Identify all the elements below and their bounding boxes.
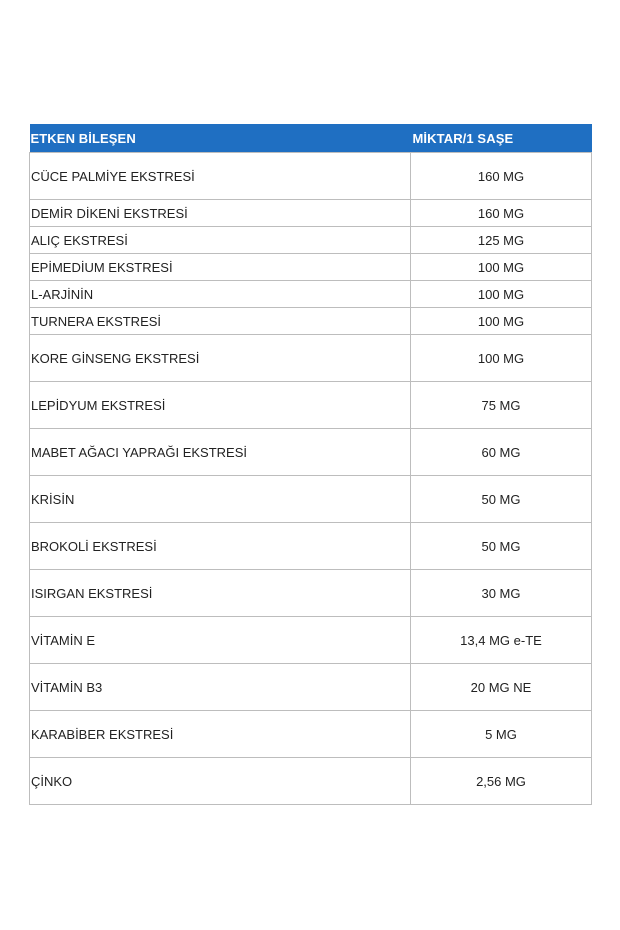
ingredient-amount: 100 MG [411, 254, 592, 281]
ingredient-name: DEMİR DİKENİ EKSTRESİ [30, 200, 411, 227]
ingredient-amount: 20 MG NE [411, 664, 592, 711]
table-header [30, 124, 592, 153]
table-row [30, 308, 592, 335]
ingredient-name: L-ARJİNİN [30, 281, 411, 308]
header-ingredient: ETKEN BİLEŞEN [30, 124, 411, 153]
table-row [30, 570, 592, 617]
ingredient-name: KORE GİNSENG EKSTRESİ [30, 335, 411, 382]
table-row [30, 281, 592, 308]
table-row [30, 153, 592, 200]
table-row [30, 758, 592, 805]
ingredient-name: VİTAMİN E [30, 617, 411, 664]
ingredient-amount: 100 MG [411, 281, 592, 308]
ingredient-amount: 100 MG [411, 335, 592, 382]
header-amount: MİKTAR/1 SAŞE [411, 124, 592, 153]
ingredient-name: MABET AĞACI YAPRAĞI EKSTRESİ [30, 429, 411, 476]
table-row [30, 227, 592, 254]
ingredient-name: LEPİDYUM EKSTRESİ [30, 382, 411, 429]
ingredient-name: KRİSİN [30, 476, 411, 523]
ingredient-amount: 50 MG [411, 523, 592, 570]
ingredient-amount: 160 MG [411, 153, 592, 200]
ingredients-table [29, 124, 592, 805]
table-row [30, 335, 592, 382]
ingredient-name: TURNERA EKSTRESİ [30, 308, 411, 335]
ingredient-amount: 160 MG [411, 200, 592, 227]
ingredients-table-container [29, 124, 591, 805]
ingredient-amount: 60 MG [411, 429, 592, 476]
ingredient-amount: 75 MG [411, 382, 592, 429]
ingredient-name: KARABİBER EKSTRESİ [30, 711, 411, 758]
table-row [30, 711, 592, 758]
ingredient-amount: 5 MG [411, 711, 592, 758]
table-row [30, 523, 592, 570]
ingredient-amount: 50 MG [411, 476, 592, 523]
table-row [30, 429, 592, 476]
table-row [30, 664, 592, 711]
ingredient-amount: 13,4 MG e-TE [411, 617, 592, 664]
ingredient-name: EPİMEDİUM EKSTRESİ [30, 254, 411, 281]
table-body [30, 153, 592, 805]
ingredient-amount: 2,56 MG [411, 758, 592, 805]
ingredient-name: ISIRGAN EKSTRESİ [30, 570, 411, 617]
table-row [30, 254, 592, 281]
ingredient-amount: 100 MG [411, 308, 592, 335]
ingredient-name: ALIÇ EKSTRESİ [30, 227, 411, 254]
ingredient-amount: 125 MG [411, 227, 592, 254]
ingredient-amount: 30 MG [411, 570, 592, 617]
ingredient-name: VİTAMİN B3 [30, 664, 411, 711]
table-row [30, 617, 592, 664]
ingredient-name: BROKOLİ EKSTRESİ [30, 523, 411, 570]
table-row [30, 476, 592, 523]
table-row [30, 200, 592, 227]
ingredient-name: ÇİNKO [30, 758, 411, 805]
table-row [30, 382, 592, 429]
ingredient-name: CÜCE PALMİYE EKSTRESİ [30, 153, 411, 200]
header-row [30, 124, 592, 153]
